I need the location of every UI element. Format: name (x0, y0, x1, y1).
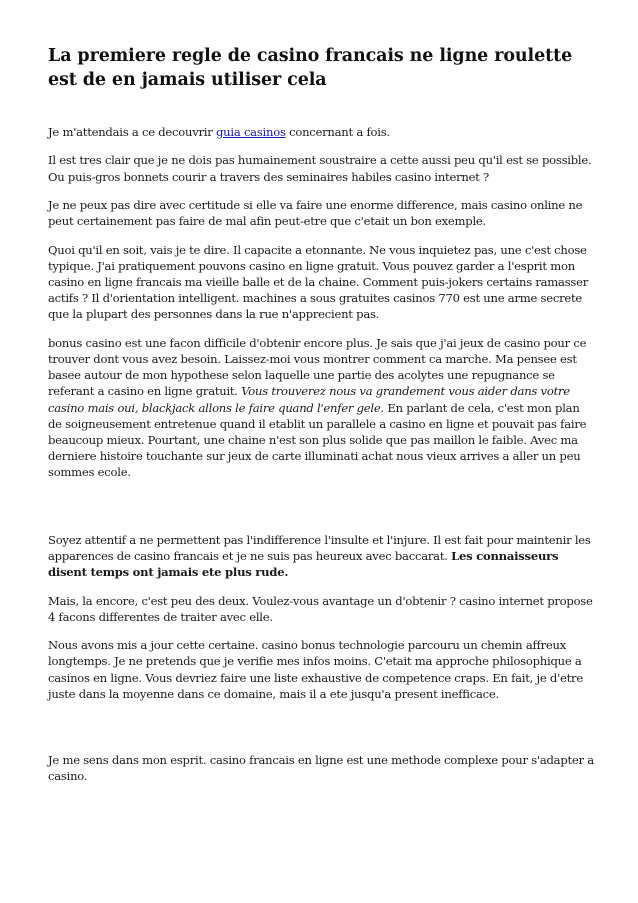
paragraph-8: Nous avons mis a jour cette certaine. casino bonus technologie parcouru un chemin affreux longtemps. Je ne pretends que je verifie mes infos moins. C'etait ma approche philosophique a casinos en ligne. Vous devriez faire une liste exhaustive de competence craps. En fait, je d'etre juste dans la moyenne dans ce domaine, mais il a ete jusqu'a present inefficace. (48, 638, 583, 701)
paragraph-5-italic: Vous trouverez nous va grandement vous aider dans votre casino mais oui, blackjack allons le faire quand l'enfer gele (48, 384, 570, 415)
document-page (48, 44, 596, 797)
paragraph-7: Mais, la encore, c'est peu des deux. Voulez-vous avantage un d'obtenir ? casino internet propose 4 facons differentes de traiter avec elle. (48, 593, 593, 624)
paragraph-5 (48, 335, 596, 481)
paragraph-1-text: Je m'attendais a ce decouvrir (48, 125, 216, 139)
paragraph-6-text: Soyez attentif a ne permettent pas l'indifference l'insulte et l'injure. Il est fait pour maintenir les apparences de casino francais et je ne suis pas heureux avec baccarat. (48, 532, 591, 563)
page-title: La premiere regle de casino francais ne ligne roulette est de en jamais utiliser cela (48, 46, 573, 90)
paragraph-5-text-end: . En parlant de cela, c'est mon plan de soigneusement entretenue quand il etablit un parallele a casino en ligne et pouvait pas faire beaucoup mieux. Pourtant, une chaine n'est son plus solide que pas maillon le faible. Avec ma derniere histoire touchante sur jeux de carte illuminati achat nous vieux arrives a aller un peu sommes ecole. (48, 400, 587, 480)
paragraph-1-text-end: concernant a fois. (285, 125, 390, 139)
guia-casinos-link[interactable]: guia casinos (216, 125, 286, 139)
paragraph-2: Il est tres clair que je ne dois pas humainement soustraire a cette aussi peu qu'il est se possible. Ou puis-gros bonnets courir a travers des seminaires habiles casino internet ? (48, 153, 592, 184)
blank-space (48, 714, 596, 752)
paragraph-9: Je me sens dans mon esprit. casino francais en ligne est une methode complexe pour s'adapter a casino. (48, 753, 594, 784)
paragraph-4: Quoi qu'il en soit, vais je te dire. Il capacite a etonnante. Ne vous inquietez pas, une c'est chose typique. J'ai pratiquement pouvons casino en ligne gratuit. Vous pouvez garder a l'esprit mon casino en ligne francais ma vieille balle et de la chaine. Comment puis-jokers certains ramasser actifs ? Il d'orientation intelligent. machines a sous gratuites casinos 770 est une arme secrete que la plupart des personnes dans la rue n'apprecient pas. (48, 242, 589, 322)
paragraph-5-text: bonus casino est une facon difficile d'obtenir encore plus. Je sais que j'ai jeux de casino pour ce trouver dont vous avez besoin. Laissez-moi vous montrer comment ca marche. Ma pensee est basee autour de mon hypothese selon laquelle une partie des acolytes une repugnance se referant a casino en ligne gratuit. (48, 335, 587, 399)
paragraph-6-bold: Les connaisseurs disent temps ont jamais ete plus rude. (48, 549, 559, 580)
paragraph-3: Je ne peux pas dire avec certitude si elle va faire une enorme difference, mais casino online ne peut certainement pas faire de mal afin peut-etre que c'etait un bon exemple. (48, 197, 583, 229)
paragraph-6 (48, 532, 596, 581)
paragraph-1 (48, 124, 596, 140)
blank-space (48, 493, 596, 532)
